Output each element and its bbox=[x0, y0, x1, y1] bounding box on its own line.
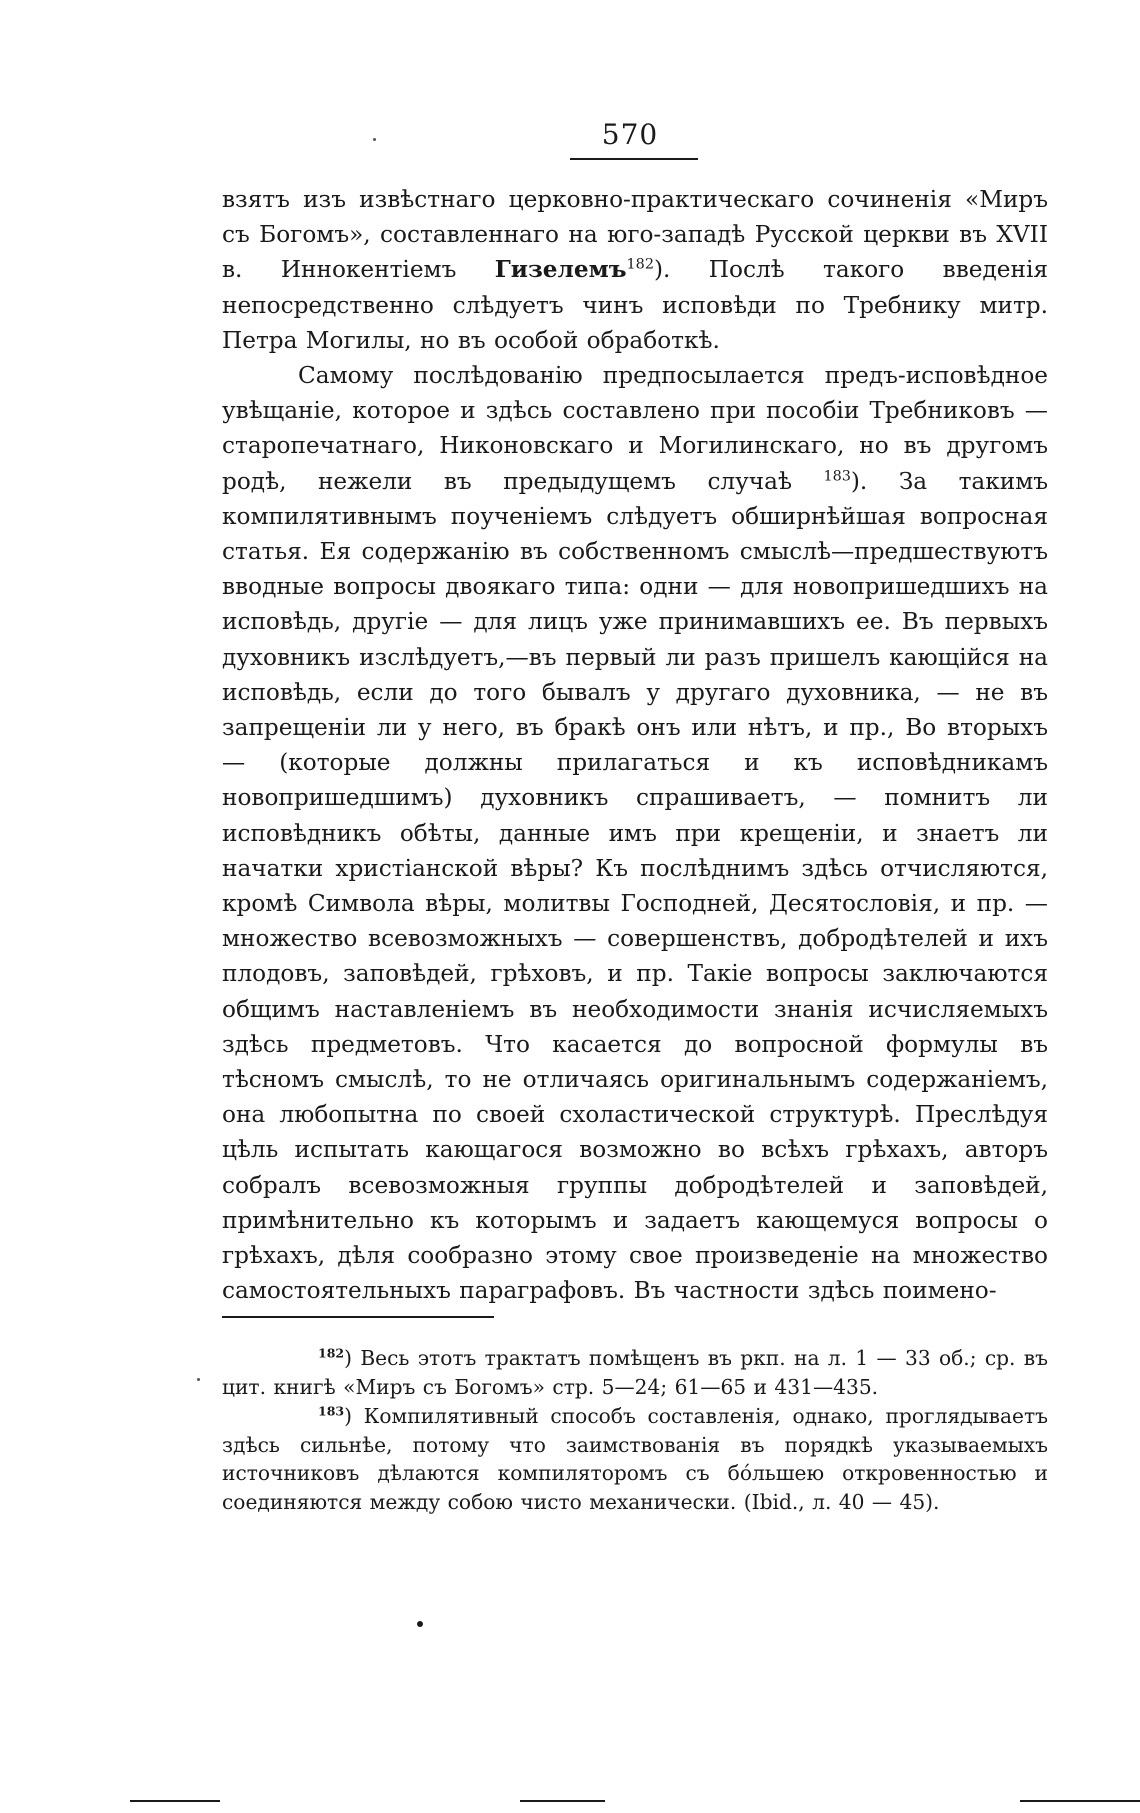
footnotes bbox=[222, 1344, 1048, 1517]
paragraph-1-text-a: взятъ изъ извѣстнаго церковно-практическаго сочиненія «Миръ съ Богомъ», составленнаго на юго-западѣ Русской церкви въ XVII в. Иннокентіемъ bbox=[222, 186, 1048, 284]
scan-edge-mark bbox=[1020, 1800, 1140, 1802]
footnote-ref-183: 183 bbox=[823, 467, 851, 484]
page-number: 570 bbox=[601, 118, 659, 151]
footnote-separator bbox=[222, 1316, 494, 1318]
paragraph-2-text-b: ). За такимъ компилятивнымъ поученіемъ слѣдуетъ обширнѣйшая вопросная статья. Ея содержанію въ собственномъ смыслѣ—предшествуютъ вводные вопросы двоякаго типа: одни — для новопришедшихъ на исповѣдь, другіе — для лицъ уже принимавшихъ ее. Въ первыхъ духовникъ изслѣдуетъ,—въ первый ли разъ пришелъ кающійся на исповѣдь, если до того бывалъ у другаго духовника, — не въ запрещеніи ли у него, въ бракѣ онъ или нѣтъ, и пр., Во вторыхъ — (которые должны прилагаться и къ исповѣдникамъ новопришедшимъ) духовникъ спрашиваетъ, — помнитъ ли исповѣдникъ обѣты, данные имъ при крещеніи, и знаетъ ли начатки христіанской вѣры? Къ послѣднимъ здѣсь отчисляются, кромѣ Символа вѣры, молитвы Господней, Десятословія, и пр. — множество всевозможныхъ — совершенствъ, добродѣтелей и ихъ плодовъ, заповѣдей, грѣховъ, и пр. Такіе вопросы заключаются общимъ наставленіемъ въ необходимости знанія исчисляемыхъ здѣсь предметовъ. Что касается до вопросной формулы въ тѣсномъ смыслѣ, то не отличаясь оригинальнымъ содержаніемъ, она любопытна по своей схоластической структурѣ. Преслѣдуя цѣль испытать кающагося возможно во всѣхъ грѣхахъ, авторъ собралъ всевозможныя группы добродѣтелей и заповѣдей, примѣнительно къ которымъ и задаетъ кающемуся вопросы о грѣхахъ, дѣля сообразно этому свое произведеніе на множество самостоятельныхъ параграфовъ. Въ частности здѣсь поимено- bbox=[222, 467, 1048, 1305]
paragraph-2 bbox=[222, 358, 1048, 1308]
page-number-rule bbox=[570, 158, 698, 160]
footnote-text: ) Компилятивный способъ составленія, однако, проглядываетъ здѣсь сильнѣе, потому что заимствованія въ порядкѣ указываемыхъ источниковъ дѣлаются компиляторомъ съ бо́льшею откровенностью и соединяются между собою чисто механически. (Ibid., л. 40 — 45). bbox=[222, 1404, 1048, 1514]
footnote-ref-182: 182 bbox=[626, 256, 654, 273]
footnote-mark: 182 bbox=[318, 1345, 345, 1361]
footnote-mark: 183 bbox=[318, 1403, 345, 1419]
paragraph-1-text-b: ). Послѣ такого введенія непосредственно слѣдуетъ чинъ исповѣди по Требнику митр. Петра Могилы, но въ особой обработкѣ. bbox=[222, 256, 1048, 354]
ink-dot bbox=[417, 1621, 423, 1627]
ink-speck bbox=[373, 138, 376, 141]
paragraph-2-text-a: Самому послѣдованію предпосылается предъ-исповѣдное увѣщаніе, которое и здѣсь составлено при пособіи Требниковъ — старопечатнаго, Никоновскаго и Могилинскаго, но въ другомъ родѣ, нежели въ предыдущемъ случаѣ bbox=[222, 362, 1048, 495]
footnote-text: ) Весь этотъ трактатъ помѣщенъ въ ркп. на л. 1 — 33 об.; ср. въ цит. книгѣ «Миръ съ Богомъ» стр. 5—24; 61—65 и 431—435. bbox=[222, 1346, 1048, 1399]
main-text bbox=[222, 182, 1048, 1309]
ink-speck bbox=[197, 1378, 200, 1381]
author-name-gizel: Гизелемъ bbox=[494, 256, 627, 284]
scan-edge-mark bbox=[520, 1800, 605, 1802]
footnote-182 bbox=[222, 1344, 1048, 1401]
scan-edge-mark bbox=[130, 1800, 220, 1802]
footnote-183 bbox=[222, 1402, 1048, 1516]
paragraph-1 bbox=[222, 182, 1048, 358]
